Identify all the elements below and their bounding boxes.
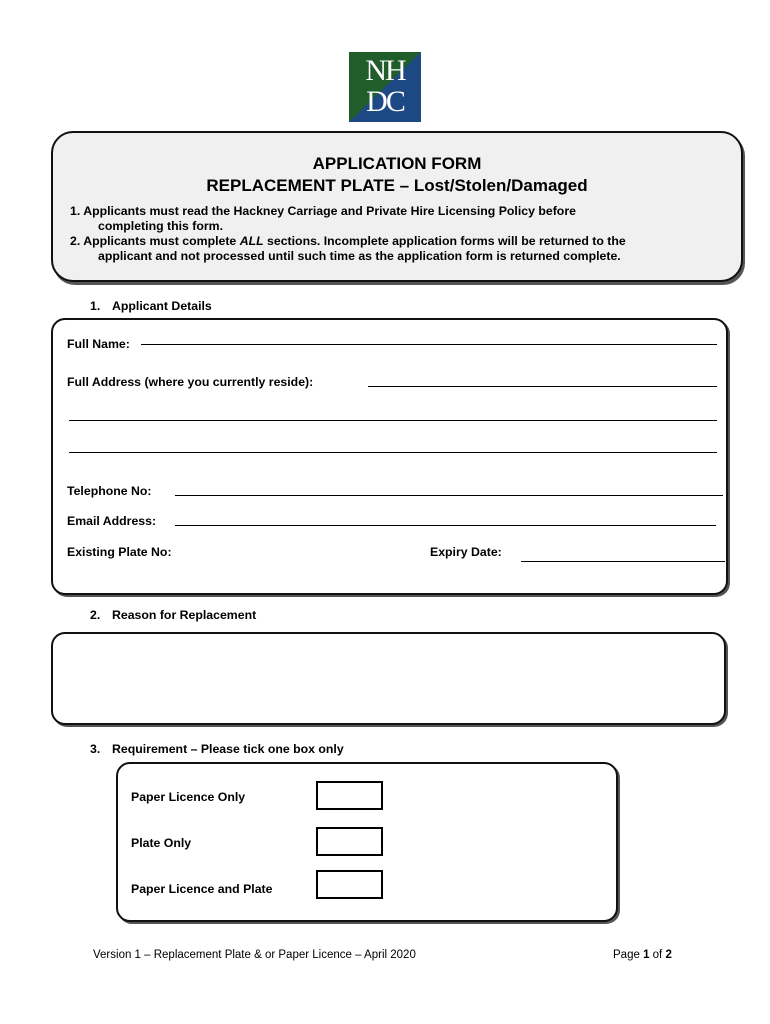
address-field-line-1[interactable] xyxy=(368,386,717,387)
logo-text-bottom: DC xyxy=(366,85,404,118)
email-field[interactable] xyxy=(175,525,716,526)
address-field-line-3[interactable] xyxy=(69,452,717,453)
expiry-date-label: Expiry Date: xyxy=(430,545,502,559)
reason-for-replacement-field[interactable] xyxy=(51,632,726,725)
option-plate-only-checkbox[interactable] xyxy=(316,827,383,856)
address-label: Full Address (where you currently reside): xyxy=(67,375,314,389)
nhdc-logo xyxy=(349,52,421,122)
page-of: of xyxy=(649,949,666,961)
instruction-2-prefix: 2. Applicants must complete xyxy=(70,234,240,248)
telephone-field[interactable] xyxy=(175,495,723,496)
existing-plate-label: Existing Plate No: xyxy=(67,545,172,559)
section-3-number: 3. xyxy=(90,742,101,756)
expiry-date-field[interactable] xyxy=(521,561,725,562)
address-field-line-2[interactable] xyxy=(69,420,717,421)
instruction-2-line-2: applicant and not processed until such time as the application form is returned complete. xyxy=(98,249,621,263)
option-paper-licence-only-label: Paper Licence Only xyxy=(131,790,246,804)
option-plate-only-label: Plate Only xyxy=(131,836,192,850)
form-title: APPLICATION FORM xyxy=(312,154,482,173)
footer-version: Version 1 – Replacement Plate & or Paper Licence – April 2020 xyxy=(93,949,416,961)
section-2-number: 2. xyxy=(90,608,101,622)
header-panel xyxy=(51,131,743,282)
telephone-label: Telephone No: xyxy=(67,484,152,498)
page-total: 2 xyxy=(665,949,672,961)
instruction-2-emphasis: ALL xyxy=(239,234,264,248)
full-name-field[interactable] xyxy=(141,344,717,345)
instruction-1 xyxy=(70,204,721,234)
instruction-1-line-1: 1. Applicants must read the Hackney Carriage and Private Hire Licensing Policy before xyxy=(70,204,576,218)
instruction-2-suffix: sections. Incomplete application forms will be returned to the xyxy=(263,234,626,248)
instruction-1-line-2: completing this form. xyxy=(98,219,224,233)
option-paper-licence-and-plate-label: Paper Licence and Plate xyxy=(131,882,273,896)
option-paper-licence-and-plate-checkbox[interactable] xyxy=(316,870,383,899)
section-1-number: 1. xyxy=(90,299,101,313)
instruction-2 xyxy=(70,234,721,264)
page-prefix: Page xyxy=(613,949,644,961)
section-2-title: Reason for Replacement xyxy=(112,608,257,622)
full-name-label: Full Name: xyxy=(67,337,130,351)
footer-page-number xyxy=(613,949,672,961)
email-label: Email Address: xyxy=(67,514,157,528)
option-paper-licence-only-checkbox[interactable] xyxy=(316,781,383,810)
logo-text-top: NH xyxy=(365,54,405,87)
form-subtitle: REPLACEMENT PLATE – Lost/Stolen/Damaged xyxy=(206,176,588,195)
section-3-title: Requirement – Please tick one box only xyxy=(112,742,344,756)
section-1-title: Applicant Details xyxy=(112,299,212,313)
page-current: 1 xyxy=(643,949,650,961)
